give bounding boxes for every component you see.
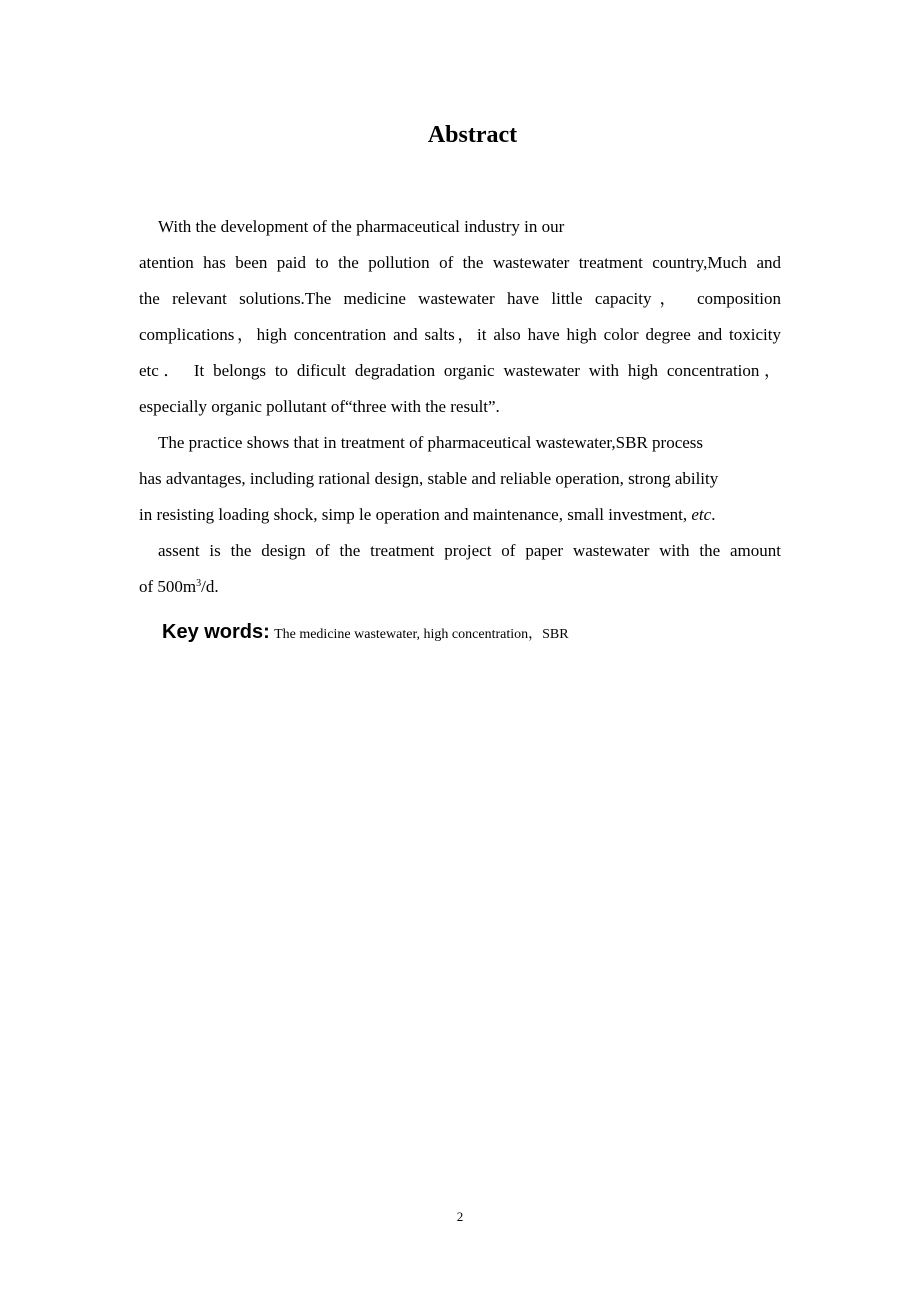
para2-line2: has advantages, including rational design, stable and reliable operation, strong ability bbox=[139, 469, 719, 488]
keywords-label: Key words: bbox=[162, 621, 270, 643]
para2-line3-end: . bbox=[711, 505, 716, 524]
para3-line2-b: /d. bbox=[201, 577, 219, 596]
keywords-text: The medicine wastewater, high concentration，SBR bbox=[274, 627, 569, 642]
para3-line2-sup: 3 bbox=[196, 578, 202, 589]
para1-line3: the relevant solutions.The medicine wastewater have little capacity， composition bbox=[139, 289, 781, 308]
para1-line6: especially organic pollutant of“three with the result”. bbox=[139, 397, 500, 416]
para3-line2-a: of 500m bbox=[139, 577, 197, 596]
keywords-line bbox=[162, 619, 569, 648]
para2-line1: The practice shows that in treatment of pharmaceutical wastewater,SBR process bbox=[158, 433, 704, 452]
para2-line3-italic: etc bbox=[691, 505, 712, 524]
para2-line3-main: in resisting loading shock, simp le operation and maintenance, small investment, bbox=[139, 505, 692, 524]
para3-line1: assent is the design of the treatment project of paper wastewater with the amount bbox=[158, 541, 781, 560]
para2-line3 bbox=[139, 504, 715, 526]
abstract-title: Abstract bbox=[427, 122, 518, 148]
para3-line2 bbox=[139, 576, 219, 598]
para1-line5: etc． It belongs to dificult degradation organic wastewater with high concentration， bbox=[139, 361, 781, 380]
para1-line2: atention has been paid to the pollution of the wastewater treatment country,Much and bbox=[139, 253, 781, 272]
para1-line4: complications，high concentration and salts，it also have high color degree and toxicity bbox=[139, 325, 781, 344]
page-number: 2 bbox=[456, 1209, 464, 1224]
para1-line1: With the development of the pharmaceutical industry in our bbox=[158, 217, 565, 236]
